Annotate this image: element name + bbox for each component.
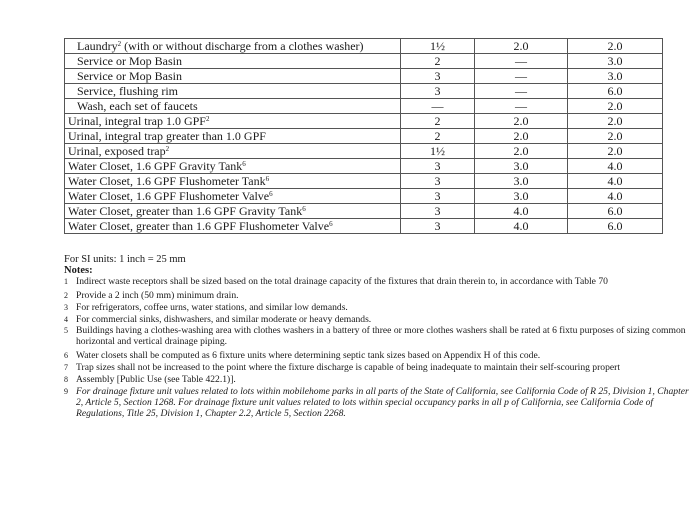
note-item (64, 314, 700, 325)
footnote-ref: 2 (117, 39, 122, 48)
fixture-description (65, 99, 401, 114)
dfu-value-cell: 2.0 (475, 114, 568, 129)
note-text: Provide a 2 inch (50 mm) minimum drain. (76, 290, 239, 301)
fixture-name: Service or Mop Basin (77, 68, 182, 83)
note-item (64, 374, 700, 385)
table-row (65, 39, 663, 54)
trap-size-cell: 3 (401, 84, 475, 99)
fixture-description (65, 174, 401, 189)
fixture-unit-table (64, 38, 663, 234)
note-marker: 2 (64, 291, 68, 300)
note-item (64, 290, 700, 301)
dfu-value-cell: — (475, 69, 568, 84)
dfu-alt-value-cell: 4.0 (568, 189, 663, 204)
table-row (65, 159, 663, 174)
fixture-name: Water Closet, greater than 1.6 GPF Flushometer Valve (68, 218, 330, 233)
footnote-ref: 2 (205, 114, 210, 123)
dfu-alt-value-cell: 4.0 (568, 174, 663, 189)
note-marker: 6 (64, 351, 68, 360)
table-row (65, 174, 663, 189)
fixture-description (65, 159, 401, 174)
dfu-alt-value-cell: 6.0 (568, 219, 663, 234)
dfu-value-cell: — (475, 84, 568, 99)
dfu-alt-value-cell: 6.0 (568, 84, 663, 99)
dfu-alt-value-cell: 3.0 (568, 69, 663, 84)
note-marker: 4 (64, 315, 68, 324)
note-item (64, 302, 700, 313)
footnote-ref: 6 (265, 174, 270, 183)
note-text: Water closets shall be computed as 6 fixture units where determining septic tank sizes based on Appendix H of this code. (76, 350, 541, 361)
fixture-description (65, 189, 401, 204)
fixture-name: Service, flushing rim (77, 83, 178, 98)
table-row (65, 114, 663, 129)
trap-size-cell: 1½ (401, 144, 475, 159)
trap-size-cell: 2 (401, 114, 475, 129)
trap-size-cell: 3 (401, 69, 475, 84)
fixture-description (65, 144, 401, 159)
fixture-name: Service or Mop Basin (77, 53, 182, 68)
table-row (65, 204, 663, 219)
dfu-value-cell: 3.0 (475, 174, 568, 189)
fixture-name: Water Closet, 1.6 GPF Gravity Tank (68, 158, 243, 173)
si-units-note: For SI units: 1 inch = 25 mm (64, 254, 186, 265)
dfu-alt-value-cell: 2.0 (568, 114, 663, 129)
fixture-description (65, 84, 401, 99)
fixture-name-tail: (with or without discharge from a clothes washer) (121, 38, 364, 53)
fixture-name: Urinal, integral trap greater than 1.0 GPF (68, 128, 266, 143)
dfu-alt-value-cell: 6.0 (568, 204, 663, 219)
fixture-description (65, 129, 401, 144)
footnote-ref: 2 (165, 144, 170, 153)
note-text: Buildings having a clothes-washing area with clothes washers in a battery of three or more clothes washers shall be rated at 6 fixtu purposes of sizing common horizontal and vertical drainage piping. (76, 325, 686, 347)
dfu-alt-value-cell: 2.0 (568, 144, 663, 159)
note-text: Indirect waste receptors shall be sized based on the total drainage capacity of the fixtures that drain therein to, in accordance with Table 70 (76, 276, 608, 287)
trap-size-cell: 3 (401, 159, 475, 174)
dfu-value-cell: 4.0 (475, 219, 568, 234)
footnote-ref: 6 (242, 159, 246, 168)
fixture-name: Water Closet, greater than 1.6 GPF Gravity Tank (68, 203, 303, 218)
table-row (65, 129, 663, 144)
trap-size-cell: 2 (401, 54, 475, 69)
trap-size-cell: 2 (401, 129, 475, 144)
note-text: Trap sizes shall not be increased to the point where the fixture discharge is capable of being inadequate to maintain their self-scouring propert (76, 362, 621, 373)
note-marker: 7 (64, 363, 68, 372)
table-row (65, 144, 663, 159)
dfu-value-cell: — (475, 99, 568, 114)
dfu-alt-value-cell: 2.0 (568, 99, 663, 114)
dfu-value-cell: 2.0 (475, 39, 568, 54)
fixture-description (65, 219, 401, 234)
note-item (64, 362, 700, 373)
note-text: Assembly [Public Use (see Table 422.1)]. (76, 374, 236, 385)
notes-title: Notes: (64, 265, 93, 276)
table-row (65, 84, 663, 99)
dfu-alt-value-cell: 2.0 (568, 129, 663, 144)
note-text: For commercial sinks, dishwashers, and similar moderate or heavy demands. (76, 314, 372, 325)
fixture-name: Wash, each set of faucets (77, 98, 198, 113)
dfu-value-cell: 2.0 (475, 129, 568, 144)
note-item (64, 386, 700, 419)
trap-size-cell: 3 (401, 204, 475, 219)
table-row (65, 219, 663, 234)
note-marker: 3 (64, 303, 68, 312)
fixture-description (65, 54, 401, 69)
footnote-ref: 6 (329, 219, 333, 228)
fixture-name: Water Closet, 1.6 GPF Flushometer Tank (68, 173, 266, 188)
dfu-value-cell: 3.0 (475, 189, 568, 204)
trap-size-cell: — (401, 99, 475, 114)
fixture-description (65, 39, 401, 54)
fixture-name: Laundry (77, 38, 118, 53)
dfu-alt-value-cell: 3.0 (568, 54, 663, 69)
note-item (64, 325, 700, 347)
note-marker: 5 (64, 326, 68, 335)
note-text: For refrigerators, coffee urns, water stations, and similar low demands. (76, 302, 348, 313)
fixture-name: Urinal, integral trap 1.0 GPF (68, 113, 206, 128)
dfu-value-cell: 2.0 (475, 144, 568, 159)
note-marker: 8 (64, 375, 68, 384)
table-row (65, 99, 663, 114)
trap-size-cell: 3 (401, 219, 475, 234)
note-marker: 1 (64, 277, 68, 286)
note-marker: 9 (64, 387, 68, 396)
table-body (65, 39, 663, 234)
note-item (64, 276, 700, 287)
trap-size-cell: 3 (401, 174, 475, 189)
note-text: For drainage fixture unit values related to lots within mobilehome parks in all parts of the State of California, see California Code of R 25, Division 1, Chapter 2, Article 5, Section 1268. For drainage fixture unit values related to lots within special occupancy parks in all p of California, see California Code of Regulations, Title 25, Division 1, Chapter 2.2, Article 5, Section 2268. (76, 386, 689, 419)
trap-size-cell: 1½ (401, 39, 475, 54)
dfu-value-cell: — (475, 54, 568, 69)
footnote-ref: 6 (269, 189, 273, 198)
fixture-description (65, 114, 401, 129)
table-row (65, 54, 663, 69)
dfu-alt-value-cell: 2.0 (568, 39, 663, 54)
dfu-value-cell: 3.0 (475, 159, 568, 174)
dfu-alt-value-cell: 4.0 (568, 159, 663, 174)
footnote-ref: 6 (302, 204, 306, 213)
fixture-name: Urinal, exposed trap (68, 143, 166, 158)
table-row (65, 69, 663, 84)
fixture-name: Water Closet, 1.6 GPF Flushometer Valve (68, 188, 270, 203)
fixture-description (65, 69, 401, 84)
table-row (65, 189, 663, 204)
trap-size-cell: 3 (401, 189, 475, 204)
fixture-description (65, 204, 401, 219)
note-item (64, 350, 700, 361)
dfu-value-cell: 4.0 (475, 204, 568, 219)
